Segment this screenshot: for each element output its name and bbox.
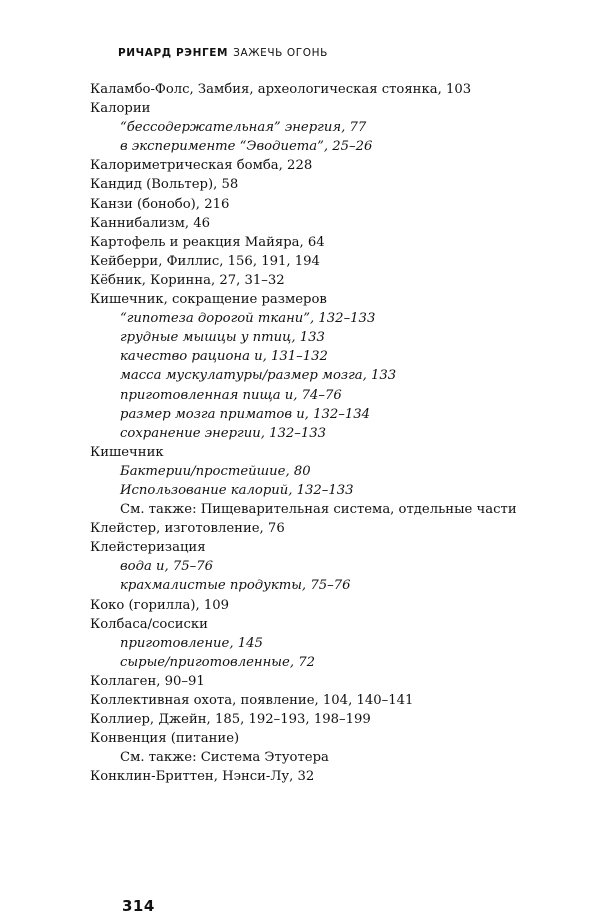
index-subentry: масса мускулатуры/размер мозга, 133	[120, 368, 397, 384]
index-subentry: “гипотеза дорогой ткани”, 132–133	[120, 311, 376, 327]
index-entry: Коллективная охота, появление, 104, 140–141	[90, 693, 414, 708]
index-entry: Кандид (Вольтер), 58	[90, 177, 239, 193]
index-entry: Канзи (бонобо), 216	[90, 196, 230, 212]
index-entry: Конклин-Бриттен, Нэнси-Лу, 32	[90, 769, 315, 785]
index-entry: Колбаса/сосиски	[90, 616, 208, 632]
index-subentry: грудные мышцы у птиц, 133	[120, 330, 325, 346]
index-entry: Картофель и реакция Майяра, 64	[90, 234, 325, 250]
index-subentry: в эксперименте “Эводиета”, 25–26	[120, 139, 373, 155]
index-subentry: приготовленная пища и, 74–76	[120, 387, 342, 403]
index-entry: Кишечник	[90, 444, 164, 460]
index-subentry: Бактерии/простейшие, 80	[120, 463, 311, 479]
page-number: 314	[122, 897, 155, 915]
index-entry: Каламбо-Фолс, Замбия, археологическая стоянка, 103	[90, 82, 472, 97]
index-entry: Коллиер, Джейн, 185, 192–193, 198–199	[90, 712, 371, 728]
index-subentry: сохранение энергии, 132–133	[120, 425, 327, 441]
index-entry: Кейберри, Филлис, 156, 191, 194	[90, 253, 320, 269]
index-subentry: сырые/приготовленные, 72	[120, 654, 315, 670]
index-subentry: размер мозга приматов и, 132–134	[120, 406, 371, 422]
index-entry: Клейстеризация	[90, 540, 206, 556]
index-subentry: приготовление, 145	[120, 635, 263, 651]
index-cross-reference: См. также: Система Этуотера	[120, 750, 329, 766]
index-entry: Клейстер, изготовление, 76	[90, 521, 285, 537]
index-subentry: “бессодержательная” энергия, 77	[120, 120, 367, 136]
index-entry: Кишечник, сокращение размеров	[90, 292, 327, 308]
running-head-title: ЗАЖЕЧЬ ОГОНЬ	[233, 47, 328, 59]
index-cross-reference: См. также: Пищеварительная система, отдельные части	[120, 502, 517, 518]
index-list	[90, 80, 590, 786]
index-subentry: Использование калорий, 132–133	[120, 482, 354, 498]
index-entry: Коллаген, 90–91	[90, 673, 205, 689]
index-entry: Каннибализм, 46	[90, 215, 211, 231]
index-entry: Кёбник, Коринна, 27, 31–32	[90, 272, 285, 288]
running-head-author: РИЧАРД РЭНГЕМ	[118, 47, 229, 59]
index-entry: Калории	[90, 101, 151, 117]
index-subentry: вода и, 75–76	[120, 559, 214, 575]
running-head	[118, 47, 328, 59]
index-subentry: качество рациона и, 131–132	[120, 349, 328, 365]
index-entry: Калориметрическая бомба, 228	[90, 158, 313, 174]
index-entry: Коко (горилла), 109	[90, 597, 230, 613]
index-subentry: крахмалистые продукты, 75–76	[120, 578, 351, 594]
index-entry: Конвенция (питание)	[90, 731, 240, 747]
